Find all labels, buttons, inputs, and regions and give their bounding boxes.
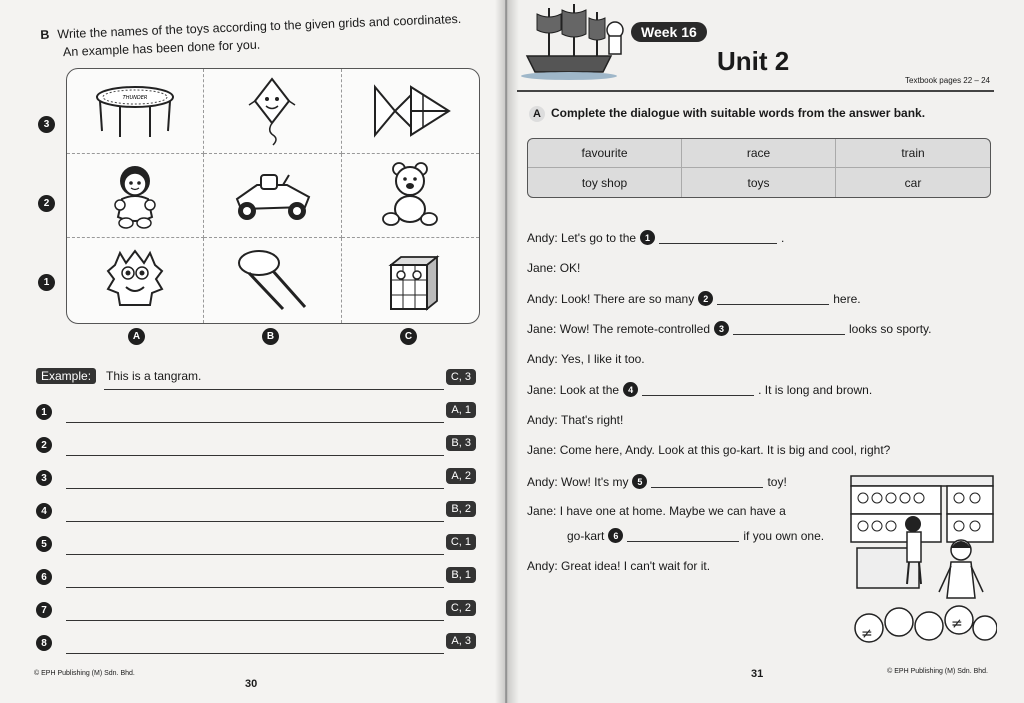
line-text: OK! — [559, 261, 581, 275]
cell-a3-trampoline — [67, 69, 204, 154]
example-label: Example: — [36, 368, 96, 384]
left-page — [0, 0, 505, 703]
cell-c2-teddy-bear — [342, 154, 479, 239]
right-page — [507, 0, 1024, 703]
speaker: Andy — [527, 474, 555, 489]
monster-toy-icon — [90, 245, 180, 317]
cell-b1-net — [204, 238, 341, 323]
toy-shop-illustration — [847, 468, 997, 658]
word-bank-item: car — [904, 175, 922, 190]
line-text: Let's go to the — [561, 230, 637, 245]
answer-row-4[interactable] — [36, 497, 476, 530]
word-bank-item: favourite — [528, 139, 682, 168]
answer-line[interactable] — [66, 521, 444, 522]
blank-number: 5 — [632, 474, 647, 489]
answer-row-6[interactable] — [36, 563, 476, 596]
svg-text:≠: ≠ — [861, 626, 873, 642]
tangram-icon — [365, 75, 455, 147]
word-bank-item: toy shop — [528, 168, 682, 197]
line-text: Come here, Andy. Look at this go-kart. It is big and cool, right? — [559, 443, 891, 457]
line-text: Great idea! I can't wait for it. — [561, 559, 711, 573]
unit-title: Unit 2 — [717, 46, 790, 76]
svg-text:≠: ≠ — [951, 616, 963, 632]
dialogue-line-5: Andy : Yes, I like it too. — [527, 352, 645, 366]
col-label-b: B — [262, 328, 279, 345]
line-text-after: toy! — [767, 474, 787, 489]
net-icon — [227, 245, 317, 317]
line-text: That's right! — [561, 413, 624, 427]
dialogue-line-6: Jane : Look at the 4 . It is long and brown. — [527, 382, 873, 397]
blank-number: 3 — [714, 321, 729, 336]
speaker: Andy — [527, 230, 555, 245]
row-label-2: 2 — [38, 195, 55, 212]
answer-coord: A, 3 — [446, 633, 476, 649]
answer-line[interactable] — [66, 587, 444, 588]
header-divider — [517, 90, 994, 92]
speaker: Andy — [527, 559, 555, 573]
trampoline-brand: THUNDER — [122, 94, 148, 101]
line-text: Look at the — [559, 382, 620, 397]
answer-number: 3 — [36, 470, 52, 486]
answer-line[interactable] — [66, 488, 444, 489]
row-label-1: 1 — [38, 274, 55, 291]
answer-row-5[interactable] — [36, 530, 476, 563]
section-b-instruction — [40, 9, 481, 62]
line-text: Yes, I like it too. — [561, 352, 645, 366]
cell-c1-cube-toy — [342, 238, 479, 323]
cell-a2-doll — [67, 154, 204, 239]
answer-coord: B, 1 — [446, 567, 476, 583]
toy-grid — [66, 68, 480, 324]
instruction-line-1: Write the names of the toys according to the given grids and coordinates. — [57, 11, 462, 42]
footer-copyright: © EPH Publishing (M) Sdn. Bhd. — [34, 670, 135, 677]
answer-row-3[interactable] — [36, 464, 476, 497]
blank-number: 1 — [640, 230, 655, 245]
answer-row-7[interactable] — [36, 596, 476, 629]
answer-coord: C, 1 — [446, 534, 476, 550]
cell-a1-monster-toy — [67, 238, 204, 323]
speaker: Jane — [527, 443, 554, 457]
dialogue-line-1: Andy : Let's go to the 1 . — [527, 230, 785, 245]
dialogue-line-9: Andy : Wow! It's my 5 toy! — [527, 474, 787, 489]
answer-bank — [527, 138, 991, 198]
speaker: Jane — [527, 321, 554, 336]
line-text: Wow! It's my — [561, 474, 629, 489]
col-label-c: C — [400, 328, 417, 345]
blank-field[interactable] — [717, 293, 829, 305]
example-row — [36, 365, 476, 398]
instruction-line-2: An example has been done for you. — [62, 37, 261, 60]
dialogue-line-4: Jane : Wow! The remote-controlled 3 looks so sporty. — [527, 321, 932, 336]
page-number: 31 — [751, 668, 764, 680]
teddy-bear-icon — [365, 159, 455, 231]
speaker: Andy — [527, 352, 555, 366]
word-bank-item: train — [836, 139, 990, 168]
dialogue-line-8: Jane : Come here, Andy. Look at this go-kart. It is big and cool, right? — [527, 443, 891, 457]
dialogue-line-11 — [567, 528, 824, 543]
blank-number: 6 — [608, 528, 623, 543]
answer-line[interactable] — [66, 620, 444, 621]
section-a-instruction — [529, 106, 925, 122]
answer-coord: B, 2 — [446, 501, 476, 517]
answer-number: 2 — [36, 437, 52, 453]
trampoline-icon — [90, 75, 180, 147]
answer-number: 7 — [36, 602, 52, 618]
answer-line[interactable] — [66, 455, 444, 456]
speaker: Jane — [527, 261, 554, 275]
line-text: Look! There are so many — [561, 291, 695, 306]
instruction-text: Complete the dialogue with suitable words from the answer bank. — [551, 106, 926, 120]
cell-c3-tangram — [342, 69, 479, 154]
line-text-after: . It is long and brown. — [758, 382, 873, 397]
textbook-pages: Textbook pages 22 – 24 — [905, 76, 990, 85]
dialogue-line-10: Jane : I have one at home. Maybe we can have a — [527, 504, 786, 518]
doll-icon — [90, 159, 180, 231]
answer-number: 4 — [36, 503, 52, 519]
blank-field[interactable] — [642, 384, 754, 396]
line-text-after: looks so sporty. — [849, 321, 932, 336]
row-label-3: 3 — [38, 116, 55, 133]
kite-icon — [227, 75, 317, 147]
section-letter: B — [40, 27, 50, 42]
answer-coord: B, 3 — [446, 435, 476, 451]
line-text-after: if you own one. — [743, 528, 825, 543]
line-text: go-kart — [567, 528, 605, 543]
col-label-a: A — [128, 328, 145, 345]
answer-row-1[interactable] — [36, 398, 476, 431]
footer-copyright: © EPH Publishing (M) Sdn. Bhd. — [887, 668, 988, 675]
dialogue-line-7: Andy : That's right! — [527, 413, 624, 427]
answer-line[interactable] — [66, 554, 444, 555]
dialogue-line-2: Jane : OK! — [527, 261, 581, 275]
cube-toy-icon — [365, 245, 455, 317]
cell-b3-kite — [204, 69, 341, 154]
word-bank-item: race — [682, 139, 836, 168]
blank-field[interactable] — [733, 323, 845, 335]
blank-number: 4 — [623, 382, 638, 397]
answer-coord: A, 2 — [446, 468, 476, 484]
answer-row-8[interactable] — [36, 629, 476, 662]
answer-number: 6 — [36, 569, 52, 585]
week-tag: Week 16 — [631, 22, 707, 42]
speaker: Andy — [527, 291, 555, 306]
section-letter: A — [529, 106, 545, 122]
line-text: I have one at home. Maybe we can have a — [559, 504, 786, 518]
speaker: Jane — [527, 504, 554, 518]
answer-line[interactable] — [66, 653, 444, 654]
example-text: This is a tangram. — [106, 369, 202, 383]
page-number: 30 — [245, 678, 258, 690]
blank-field[interactable] — [627, 530, 739, 542]
word-bank-item: toys — [682, 168, 836, 197]
answer-number: 8 — [36, 635, 52, 651]
speaker: Andy — [527, 413, 555, 427]
dialogue-line-3: Andy : Look! There are so many 2 here. — [527, 291, 861, 306]
go-kart-icon — [227, 159, 317, 231]
answer-coord: A, 1 — [446, 402, 476, 418]
cell-b2-go-kart — [204, 154, 341, 239]
line-text-after: . — [781, 230, 785, 245]
blank-number: 2 — [698, 291, 713, 306]
blank-field[interactable] — [651, 476, 763, 488]
example-coord: C, 3 — [446, 369, 476, 385]
answer-number: 1 — [36, 404, 52, 420]
answer-row-2[interactable] — [36, 431, 476, 464]
line-text-after: here. — [833, 291, 861, 306]
answer-line[interactable] — [66, 422, 444, 423]
blank-field[interactable] — [659, 232, 777, 244]
answer-list — [36, 365, 476, 662]
answer-coord: C, 2 — [446, 600, 476, 616]
dialogue-line-12: Andy : Great idea! I can't wait for it. — [527, 559, 711, 573]
line-text: Wow! The remote-controlled — [559, 321, 710, 336]
answer-number: 5 — [36, 536, 52, 552]
pirate-ship-icon — [519, 0, 629, 80]
speaker: Jane — [527, 382, 554, 397]
